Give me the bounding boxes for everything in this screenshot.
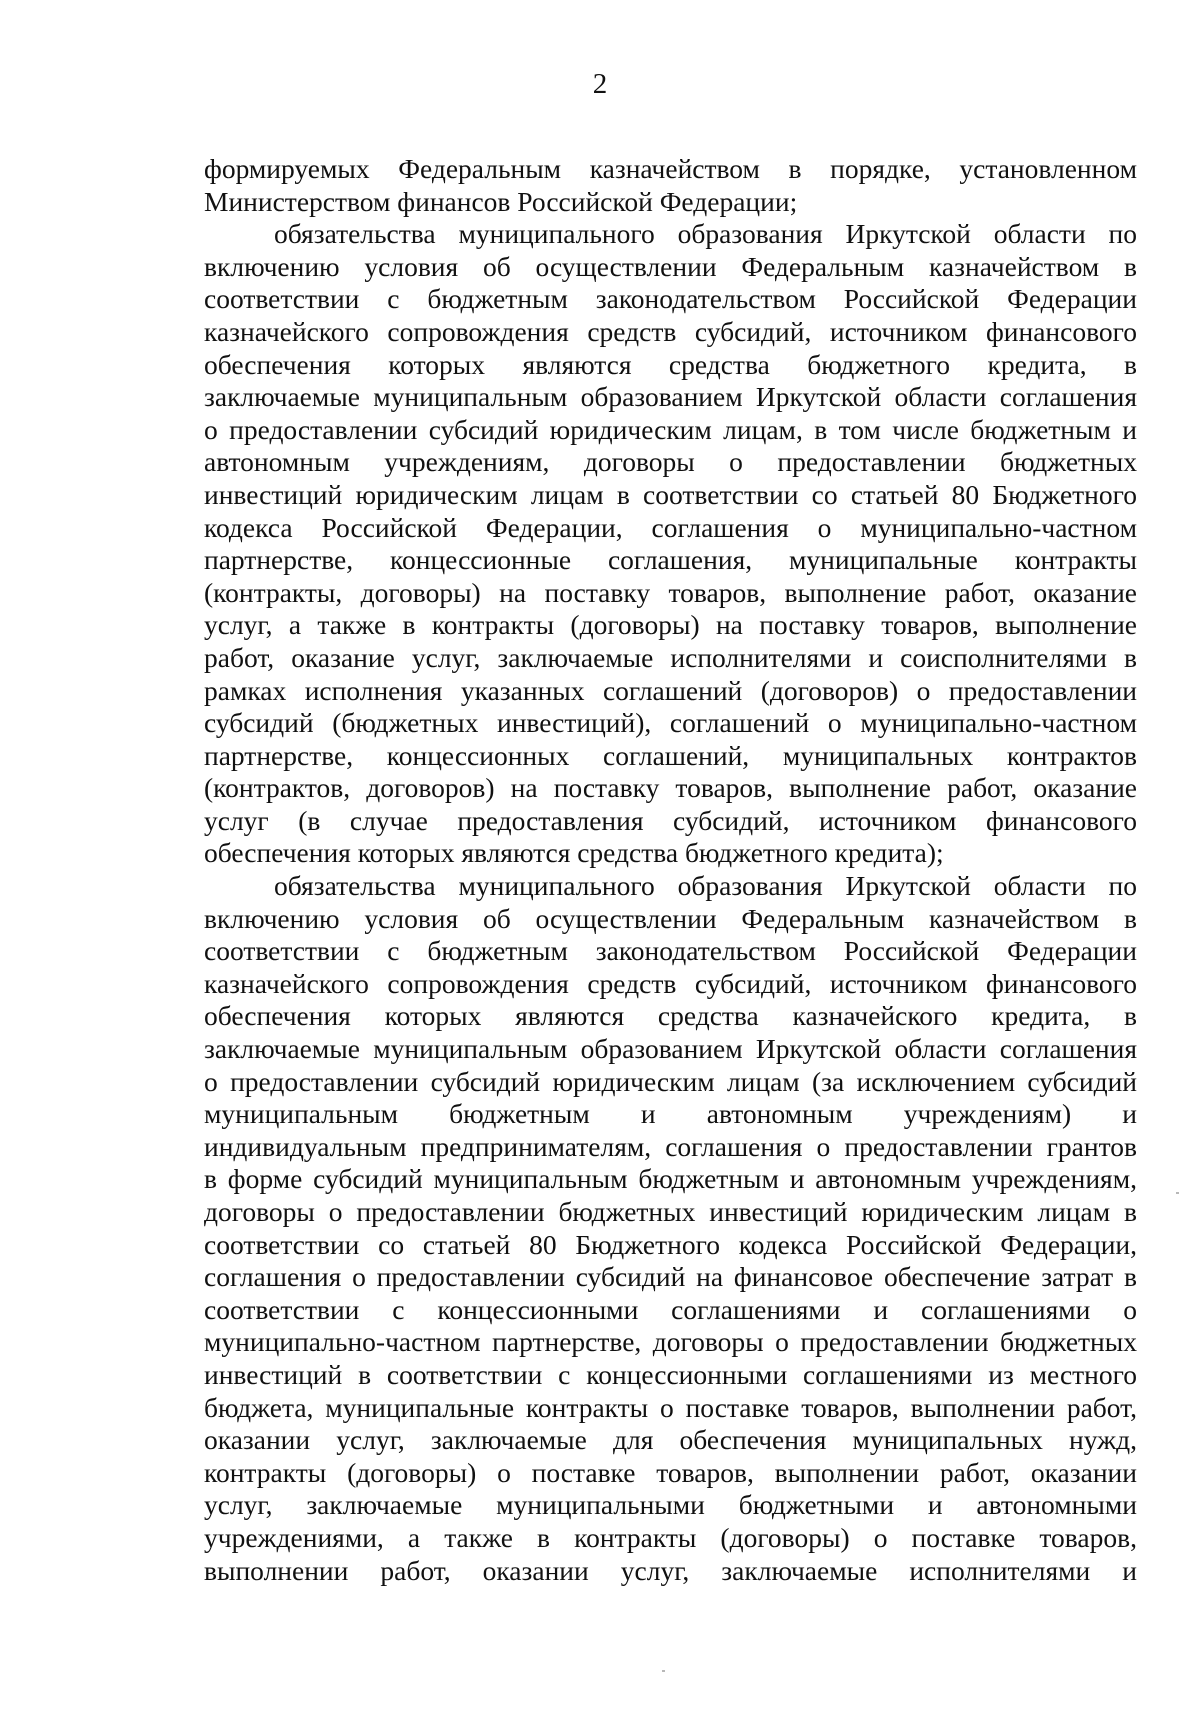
text-line: включению условия об осуществлении Федеральным казначейством в — [204, 250, 1137, 282]
text-line: муниципально-частном партнерстве, договоры о предоставлении бюджетных — [204, 1326, 1137, 1358]
text-line: оказании услуг, заключаемые для обеспечения муниципальных нужд, — [204, 1424, 1137, 1456]
text-line: казначейского сопровождения средств субсидий, источником финансового — [204, 967, 1137, 999]
text-line: о предоставлении субсидий юридическим лицам, в том числе бюджетным и — [204, 413, 1137, 445]
text-line: партнерстве, концессионные соглашения, муниципальные контракты — [204, 544, 1137, 576]
text-line: соответствии с концессионными соглашениями и соглашениями о — [204, 1293, 1137, 1325]
text-line: обязательства муниципального образования Иркутской области по — [274, 218, 1137, 250]
scan-speck — [1176, 1192, 1179, 1194]
text-line: субсидий (бюджетных инвестиций), соглашений о муниципально-частном — [204, 707, 1137, 739]
text-line: инвестиций в соответствии с концессионными соглашениями из местного — [204, 1358, 1137, 1390]
text-line: соответствии со статьей 80 Бюджетного кодекса Российской Федерации, — [204, 1228, 1137, 1260]
text-line: выполнении работ, оказании услуг, заключаемые исполнителями и — [204, 1554, 1137, 1586]
text-line: обеспечения которых являются средства казначейского кредита, в — [204, 1000, 1137, 1032]
text-line: (контрактов, договоров) на поставку товаров, выполнение работ, оказание — [204, 772, 1137, 804]
text-line: казначейского сопровождения средств субсидий, источником финансового — [204, 315, 1137, 347]
page-number: 2 — [592, 68, 608, 100]
text-line: учреждениями, а также в контракты (договоры) о поставке товаров, — [204, 1521, 1137, 1553]
text-line: о предоставлении субсидий юридическим лицам (за исключением субсидий — [204, 1065, 1137, 1097]
text-line: формируемых Федеральным казначейством в порядке, установленном — [204, 153, 1137, 184]
text-line: (контракты, договоры) на поставку товаров, выполнение работ, оказание — [204, 576, 1137, 608]
text-line: рамках исполнения указанных соглашений (договоров) о предоставлении — [204, 674, 1137, 706]
text-line: соглашения о предоставлении субсидий на финансовое обеспечение затрат в — [204, 1261, 1137, 1293]
text-line: услуг (в случае предоставления субсидий, источником финансового — [204, 804, 1137, 836]
text-line: заключаемые муниципальным образованием Иркутской области соглашения — [204, 1033, 1137, 1065]
scan-speck — [662, 1670, 665, 1672]
text-line: договоры о предоставлении бюджетных инвестиций юридическим лицам в — [204, 1196, 1137, 1227]
text-line: обеспечения которых являются средства бюджетного кредита, в — [204, 348, 1137, 380]
text-line: инвестиций юридическим лицам в соответствии со статьей 80 Бюджетного — [204, 478, 1137, 510]
text-line: услуг, а также в контракты (договоры) на поставку товаров, выполнение — [204, 609, 1137, 641]
text-line: обязательства муниципального образования Иркутской области по — [274, 870, 1137, 902]
text-line: партнерстве, концессионных соглашений, муниципальных контрактов — [204, 739, 1137, 771]
text-line: включению условия об осуществлении Федеральным казначейством в — [204, 902, 1137, 934]
text-line: бюджета, муниципальные контракты о поставке товаров, выполнении работ, — [204, 1391, 1137, 1423]
text-line: кодекса Российской Федерации, соглашения о муниципально-частном — [204, 511, 1137, 543]
text-line: работ, оказание услуг, заключаемые исполнителями и соисполнителями в — [204, 641, 1137, 673]
text-line: автономным учреждениям, договоры о предоставлении бюджетных — [204, 446, 1137, 478]
text-line: соответствии с бюджетным законодательством Российской Федерации — [204, 935, 1137, 967]
text-line: соответствии с бюджетным законодательством Российской Федерации — [204, 283, 1137, 315]
text-line: муниципальным бюджетным и автономным учреждениям) и — [204, 1098, 1137, 1130]
text-line: заключаемые муниципальным образованием Иркутской области соглашения — [204, 381, 1137, 413]
text-line: контракты (договоры) о поставке товаров, выполнении работ, оказании — [204, 1456, 1137, 1488]
text-line: Министерством финансов Российской Федерации; — [204, 185, 798, 217]
text-line: услуг, заключаемые муниципальными бюджетными и автономными — [204, 1489, 1137, 1521]
document-body — [204, 153, 1137, 1587]
text-line: в форме субсидий муниципальным бюджетным и автономным учреждениям, — [204, 1163, 1137, 1195]
text-line: индивидуальным предпринимателям, соглашения о предоставлении грантов — [204, 1130, 1137, 1162]
text-line: обеспечения которых являются средства бюджетного кредита); — [204, 837, 944, 869]
